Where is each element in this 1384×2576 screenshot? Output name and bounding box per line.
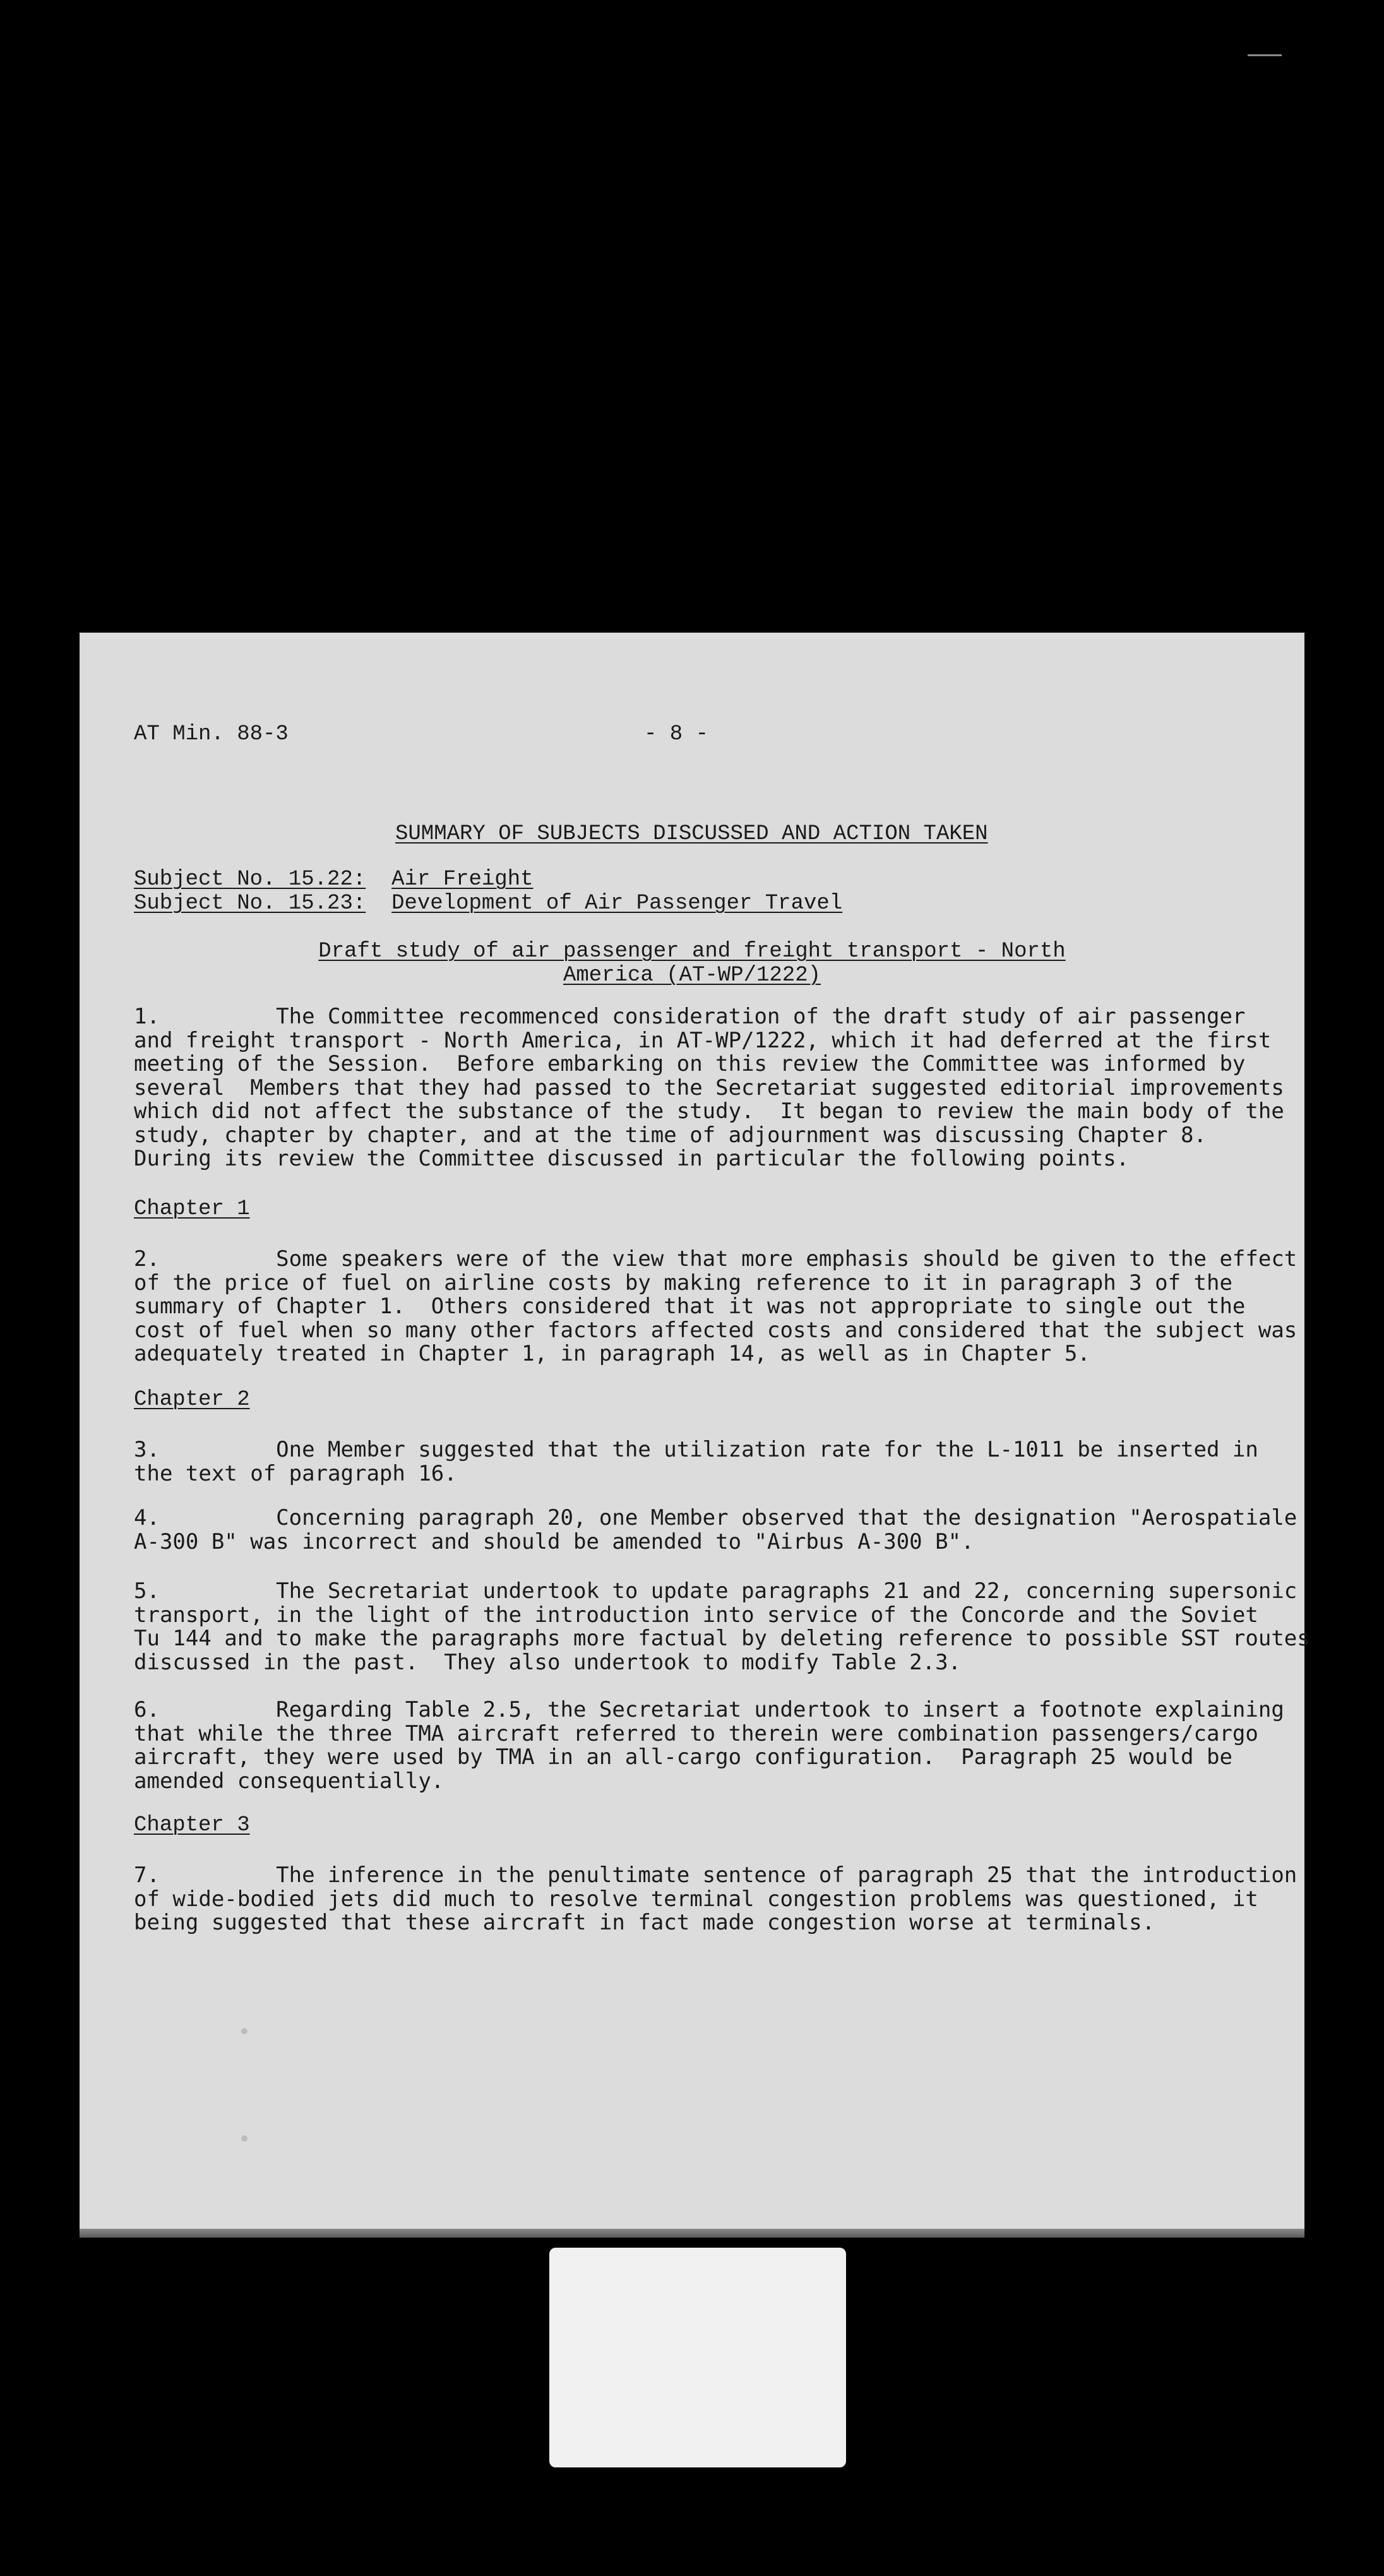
summary-title: SUMMARY OF SUBJECTS DISCUSSED AND ACTION TAKEN — [395, 822, 988, 846]
blank-card — [549, 2248, 846, 2467]
paragraph-3: 3. One Member suggested that the utilization rate for the L-1011 be inserted in the text of paragraph 16. — [134, 1437, 1258, 1486]
document-reference: AT Min. 88-3 — [134, 722, 289, 746]
paragraph-5: 5. The Secretariat undertook to update paragraphs 21 and 22, concerning supersonic transport, in the light of the introduction into service of the Concorde and the Soviet Tu 144 and to make the paragraphs more factual by deleting reference to possible SST routes discussed in the past. They also undertook to modify Table 2.3. — [134, 1578, 1310, 1675]
paragraph-1: 1. The Committee recommenced consideration of the draft study of air passenger and freight transport - North America, in AT-WP/1222, which it had deferred at the first meeting of the Session. Before embarking on this review the Committee was informed by several Members that they had passed to the Secretariat suggested editorial improvements which did not affect the substance of the study. It began to review the main body of the study, chapter by chapter, and at the time of adjournment was discussing Chapter 8. During its review the Committee discussed in particular the following points. — [134, 1004, 1284, 1171]
subject-line — [134, 891, 842, 915]
study-title-line-1: Draft study of air passenger and freight transport - North — [318, 939, 1066, 963]
paragraph-7: 7. The inference in the penultimate sentence of paragraph 25 that the introduction of wide-bodied jets did much to resolve terminal congestion problems was questioned, it being suggested that these aircraft in fact made congestion worse at terminals. — [134, 1863, 1298, 1935]
subject-label: Subject No. 15.22: — [134, 868, 366, 891]
scan-speck — [241, 2135, 248, 2142]
scan-corner-mark — [1248, 54, 1282, 56]
chapter-3-heading: Chapter 3 — [134, 1813, 250, 1837]
page-number: - 8 - — [644, 722, 709, 746]
study-title-line-2: America (AT-WP/1222) — [563, 963, 821, 987]
paragraph-2: 2. Some speakers were of the view that more emphasis should be given to the effect of the price of fuel on airline costs by making reference to it in paragraph 3 of the summary of Chapter 1. Others considered that it was not appropriate to single out the cost of fuel when so many other factors affected costs and considered that the subject was adequately treated in Chapter 1, in paragraph 14, as well as in Chapter 5. — [134, 1246, 1298, 1366]
scan-speck — [241, 2028, 248, 2034]
paragraph-4: 4. Concerning paragraph 20, one Member observed that the designation "Aerospatiale A-300 B" was incorrect and should be amended to "Airbus A-300 B". — [134, 1505, 1298, 1554]
page-bottom-edge — [80, 2229, 1304, 2238]
chapter-2-heading: Chapter 2 — [134, 1388, 250, 1412]
chapter-1-heading: Chapter 1 — [134, 1197, 250, 1221]
subject-title: Development of Air Passenger Travel — [391, 891, 843, 915]
subject-line — [134, 868, 534, 891]
subject-label: Subject No. 15.23: — [134, 891, 366, 915]
subject-title: Air Freight — [391, 868, 534, 891]
paragraph-6: 6. Regarding Table 2.5, the Secretariat undertook to insert a footnote explaining that while the three TMA aircraft referred to therein were combination passengers/cargo aircraft, they were used by TMA in an all-cargo configuration. Paragraph 25 would be amended consequentially. — [134, 1697, 1284, 1794]
document-page — [80, 633, 1310, 2236]
